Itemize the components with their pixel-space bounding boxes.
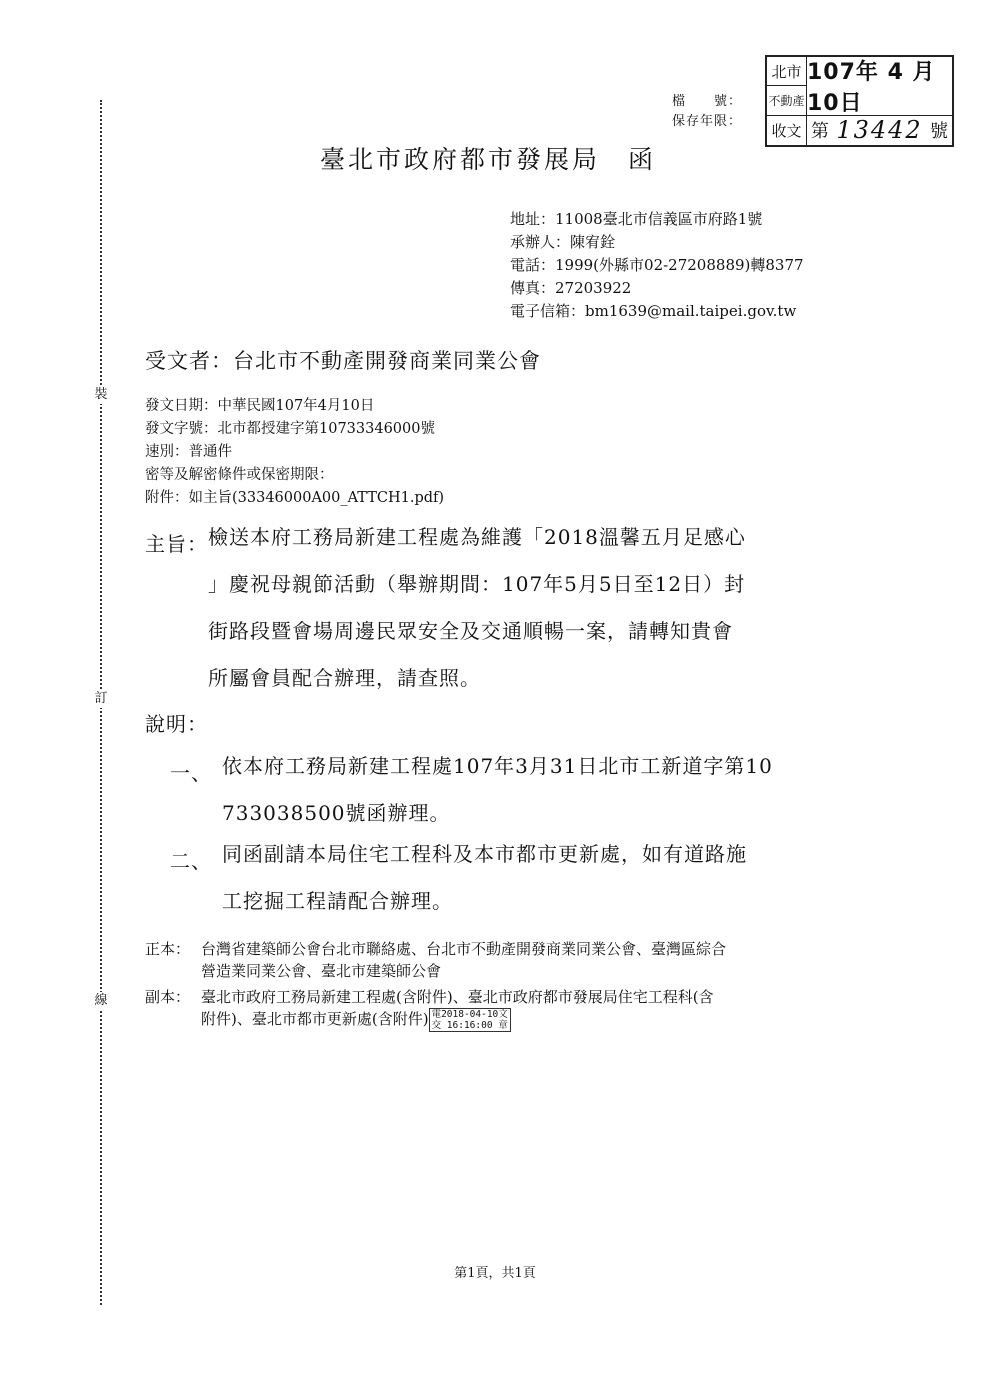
original-list [201,938,871,982]
original-recipients [145,938,871,982]
original-line: 台灣省建築師公會台北市聯絡處、台北市不動產開發商業同業公會、臺灣區綜合 [201,940,727,958]
stamp-city: 北市 [767,57,807,86]
retention-label: 保存年限： [672,114,743,129]
receipt-stamp [765,55,954,147]
explanation-label: 說明： [145,712,208,736]
item-line: 工挖掘工程請配合辦理。 [222,889,453,913]
electronic-exchange-stamp [429,1008,511,1032]
stamp-dept: 不動產 [767,86,807,115]
contact-address: 地址：11008臺北市信義區市府路1號 [510,210,763,228]
secrecy-level: 密等及解密條件或保密期限： [145,467,334,483]
binding-char-ding: 訂 [92,690,110,708]
item-line: 733038500號函辦理。 [222,801,451,825]
e-stamp-line2: 交 16:16:00 章 [431,1020,508,1031]
item-line: 依本府工務局新建工程處107年3月31日北市工新道字第10 [222,754,773,778]
issue-date: 發文日期：中華民國107年4月10日 [145,398,375,414]
copy-line-with-stamp [201,1008,871,1032]
document-meta [145,395,444,510]
page-number: 第1頁，共1頁 [454,1266,536,1281]
item-index: 二、 [170,849,212,873]
document-number: 發文字號：北市都授建字第10733346000號 [145,421,435,437]
recipient: 受文者：台北市不動產開發商業同業公會 [145,349,541,373]
speed-class: 速別：普通件 [145,444,232,460]
copy-label: 副本： [145,988,191,1006]
contact-email: 電子信箱：bm1639@mail.taipei.gov.tw [510,302,797,320]
stamp-date: 107年 4 月10日 [807,57,952,116]
copy-list [201,986,871,1032]
subject-line: 所屬會員配合辦理，請查照。 [208,666,481,690]
subject-text [208,514,848,702]
subject-line: 」慶祝母親節活動（舉辦期間：107年5月5日至12日）封 [208,572,746,596]
binding-char-xian: 線 [92,992,110,1010]
item-text [222,831,862,925]
item-index: 一、 [170,761,212,785]
issuing-organization: 臺北市政府都市發展局 [320,145,601,174]
contact-phone: 電話：1999(外縣市02-27208889)轉8377 [510,256,804,274]
binding-char-zhuang: 裝 [92,386,110,404]
contact-fax: 傳真：27203922 [510,279,632,297]
subject-line: 街路段暨會場周邊民眾安全及交通順暢一案，請轉知貴會 [208,619,733,643]
subject-line: 檢送本府工務局新建工程處為維護「2018溫馨五月足感心 [208,525,746,549]
original-line: 營造業同業公會、臺北市建築師公會 [201,962,442,980]
item-line: 同函副請本局住宅工程科及本市都市更新處，如有道路施 [222,842,747,866]
stamp-number-prefix: 第 [811,121,829,143]
e-stamp-line1: 電2018-04-10文 [431,1009,508,1020]
stamp-receive: 收文 [767,116,807,145]
subject-section [145,525,848,702]
stamp-handwritten-number: 13442 [836,116,923,145]
explanation-item-2 [170,842,862,925]
copy-line: 附件)、臺北市都市更新處(含附件) [201,1010,429,1028]
file-number-label: 檔 號： [672,94,743,109]
stamp-number-suffix: 號 [929,121,948,143]
copy-recipients [145,986,871,1032]
document-title [320,140,656,176]
contact-block [510,208,804,323]
subject-label: 主旨： [145,532,208,556]
document-kind: 函 [628,145,657,174]
copy-line: 臺北市政府工務局新建工程處(含附件)、臺北市政府都市發展局住宅工程科(含 [201,988,714,1006]
explanation-item-1 [170,754,862,837]
contact-handler: 承辦人：陳宥銓 [510,233,616,251]
original-label: 正本： [145,940,191,958]
stamp-number-row [807,116,952,145]
item-text [222,743,862,837]
attachment: 附件：如主旨(33346000A00_ATTCH1.pdf) [145,490,445,506]
